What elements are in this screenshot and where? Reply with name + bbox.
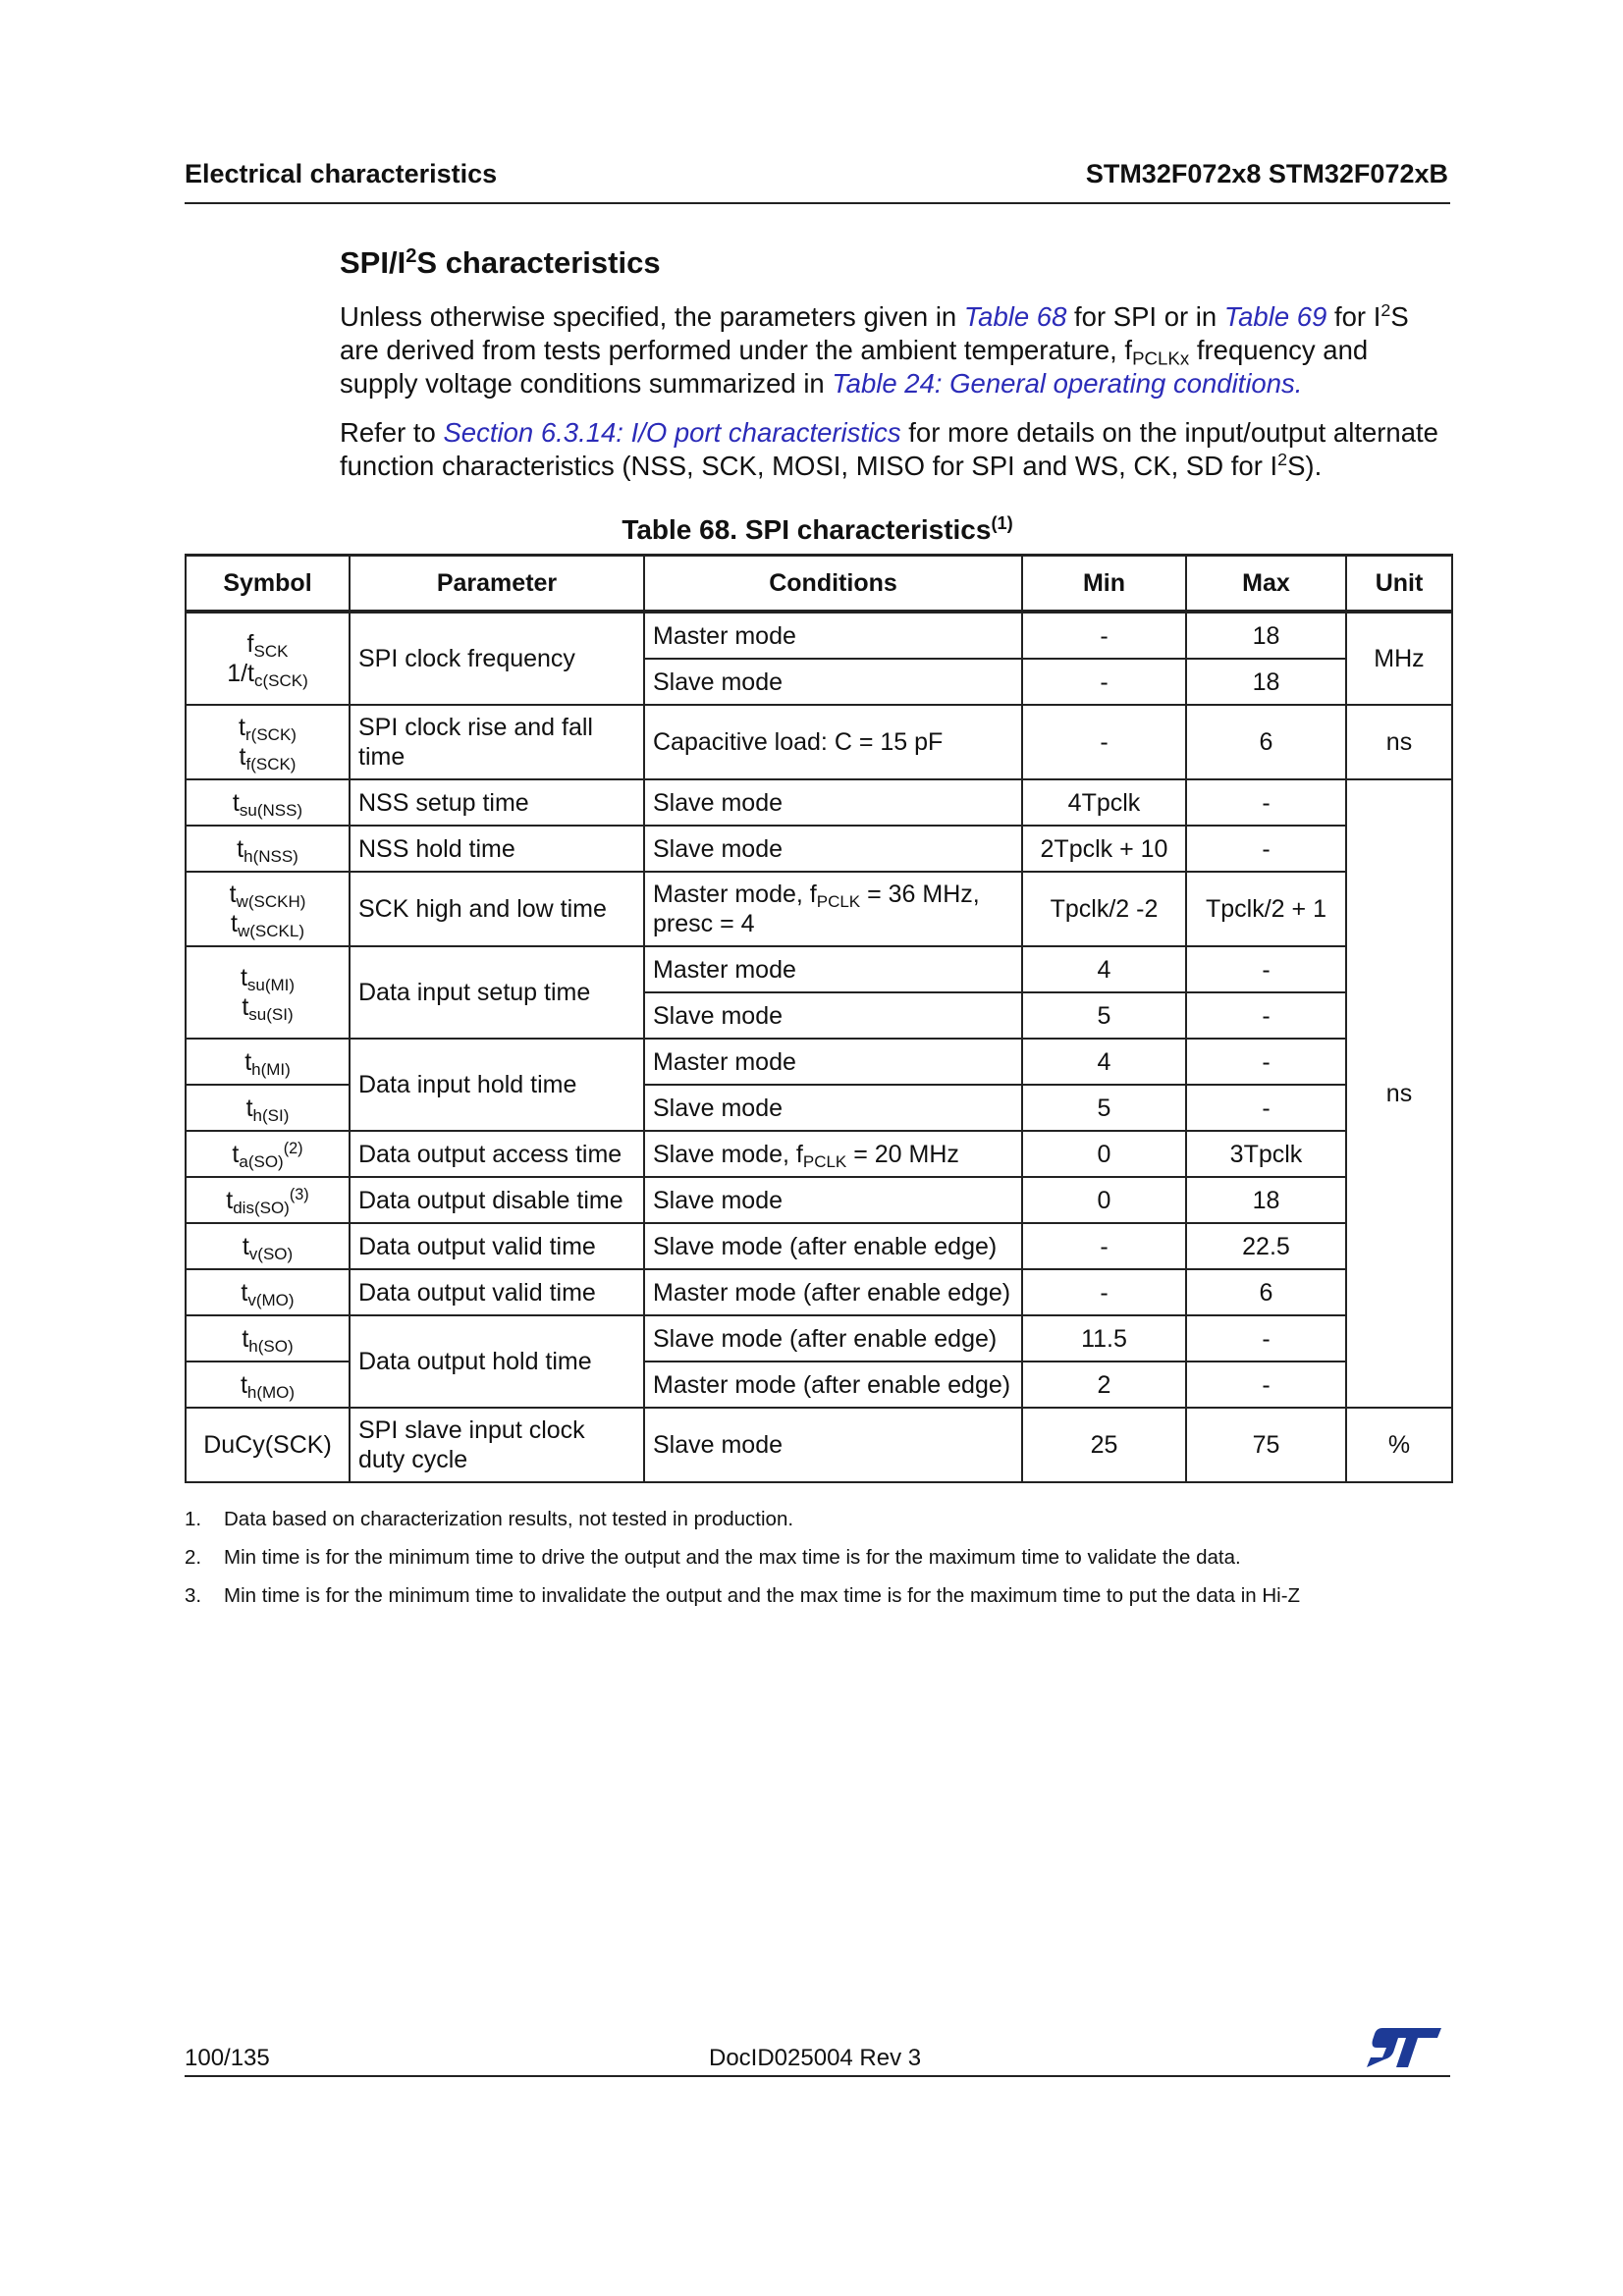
symbol-cell: $t_{su(MI)}$ $t_{su(SI)}$: [186, 946, 350, 1039]
symbol-cell: $t_{h(SI)}$: [186, 1085, 350, 1131]
parameter-cell: Data output access time: [350, 1131, 644, 1177]
min-cell: 11.5: [1022, 1315, 1186, 1362]
parameter-cell: NSS hold time: [350, 826, 644, 872]
table-row: [186, 1177, 1452, 1223]
header-symbol: Symbol: [186, 556, 350, 613]
condition-cell: Capacitive load: C = 15 pF: [644, 705, 1022, 779]
unit-cell: MHz: [1346, 612, 1452, 705]
table-row: [186, 826, 1452, 872]
min-cell: 2: [1022, 1362, 1186, 1408]
condition-cell: Slave mode: [644, 1085, 1022, 1131]
condition-cell: Slave mode: [644, 659, 1022, 705]
max-cell: 18: [1186, 659, 1346, 705]
min-cell: 5: [1022, 992, 1186, 1039]
footnote-1: 1. Data based on characterization results, not tested in production.: [185, 1508, 794, 1530]
max-cell: 22.5: [1186, 1223, 1346, 1269]
max-cell: -: [1186, 826, 1346, 872]
min-cell: 4Tpclk: [1022, 779, 1186, 826]
max-cell: -: [1186, 1085, 1346, 1131]
max-cell: -: [1186, 992, 1346, 1039]
unit-cell: %: [1346, 1408, 1452, 1482]
parameter-cell: Data input setup time: [350, 946, 644, 1039]
table-row: [186, 872, 1452, 946]
min-cell: 0: [1022, 1177, 1186, 1223]
symbol-cell: $t_{w(SCKH)}$ $t_{w(SCKL)}$: [186, 872, 350, 946]
condition-cell: Slave mode: [644, 992, 1022, 1039]
header-section-title: Electrical characteristics: [185, 159, 498, 188]
symbol-cell: $t_{su(NSS)}$: [186, 779, 350, 826]
condition-cell: Master mode: [644, 946, 1022, 992]
symbol-cell: $t_{v(SO)}$: [186, 1223, 350, 1269]
table-row: [186, 1131, 1452, 1177]
refer-paragraph: Refer to Section 6.3.14: I/O port characteristics for more details on the input/output alternate function characteristics (NSS, SCK, MOSI, MISO for SPI and WS, CK, SD for $I^2S$).: [340, 417, 1438, 481]
parameter-cell: Data output hold time: [350, 1315, 644, 1408]
section-title: SPI/$I^2S$ characteristics: [340, 244, 661, 280]
condition-cell: Slave mode, $f_{PCLK} = 20$ MHz: [644, 1131, 1022, 1177]
min-cell: 4: [1022, 1039, 1186, 1085]
unit-cell: ns: [1346, 705, 1452, 779]
st-logo-svg: [1365, 2026, 1443, 2069]
table-row: [186, 1269, 1452, 1315]
unit-cell: ns: [1346, 779, 1452, 1408]
symbol-cell: $t_{a(SO)}^{(2)}$: [186, 1131, 350, 1177]
table-row: [186, 612, 1452, 659]
min-cell: Tpclk/2 -2: [1022, 872, 1186, 946]
condition-cell: Slave mode (after enable edge): [644, 1223, 1022, 1269]
header-conditions: Conditions: [644, 556, 1022, 613]
parameter-cell: Data output valid time: [350, 1223, 644, 1269]
parameter-cell: Data input hold time: [350, 1039, 644, 1131]
max-cell: 3Tpclk: [1186, 1131, 1346, 1177]
link-section-6-3-14[interactable]: Section 6.3.14: I/O port characteristics: [443, 417, 901, 448]
table-row: [186, 779, 1452, 826]
symbol-cell: $f_{SCK}$ $1/t_{c(SCK)}$: [186, 612, 350, 705]
max-cell: -: [1186, 946, 1346, 992]
min-cell: -: [1022, 1269, 1186, 1315]
condition-cell: Master mode: [644, 612, 1022, 659]
footnote-3: 3. Min time is for the minimum time to invalidate the output and the max time is for the maximum time to put the data in Hi-Z: [185, 1584, 1301, 1607]
min-cell: 2Tpclk + 10: [1022, 826, 1186, 872]
footnote-2: 2. Min time is for the minimum time to drive the output and the max time is for the maximum time to validate the data.: [185, 1546, 1241, 1569]
min-cell: -: [1022, 1223, 1186, 1269]
min-cell: -: [1022, 612, 1186, 659]
condition-cell: Master mode (after enable edge): [644, 1269, 1022, 1315]
link-table-24[interactable]: Table 24: General operating conditions: [832, 368, 1295, 399]
min-cell: -: [1022, 659, 1186, 705]
link-table-69[interactable]: Table 69: [1223, 301, 1327, 332]
condition-cell: Slave mode: [644, 779, 1022, 826]
symbol-cell: $t_{h(SO)}$: [186, 1315, 350, 1362]
symbol-cell: $t_{h(MI)}$: [186, 1039, 350, 1085]
max-cell: 6: [1186, 1269, 1346, 1315]
table-row: [186, 705, 1452, 779]
max-cell: -: [1186, 1362, 1346, 1408]
symbol-cell: $t_{v(MO)}$: [186, 1269, 350, 1315]
parameter-cell: NSS setup time: [350, 779, 644, 826]
condition-cell: Master mode: [644, 1039, 1022, 1085]
table-row: [186, 1408, 1452, 1482]
condition-cell: Slave mode (after enable edge): [644, 1315, 1022, 1362]
header-max: Max: [1186, 556, 1346, 613]
table-row: [186, 946, 1452, 992]
min-cell: 4: [1022, 946, 1186, 992]
symbol-cell: $t_{r(SCK)}$ $t_{f(SCK)}$: [186, 705, 350, 779]
link-table-68[interactable]: Table 68: [963, 301, 1067, 332]
condition-cell: Master mode (after enable edge): [644, 1362, 1022, 1408]
max-cell: 75: [1186, 1408, 1346, 1482]
table-caption: Table 68. SPI characteristics$^{(1)}$: [622, 513, 1013, 545]
st-logo-icon: [1365, 2026, 1443, 2069]
max-cell: -: [1186, 1315, 1346, 1362]
condition-cell: Master mode, $f_{PCLK} = 36$ MHz, presc = 4: [644, 872, 1022, 946]
symbol-cell: $t_{h(MO)}$: [186, 1362, 350, 1408]
symbol-cell: DuCy(SCK): [186, 1408, 350, 1482]
table-row: [186, 1223, 1452, 1269]
spi-characteristics-table: [185, 554, 1453, 1483]
min-cell: 5: [1022, 1085, 1186, 1131]
parameter-cell: SCK high and low time: [350, 872, 644, 946]
max-cell: -: [1186, 1039, 1346, 1085]
intro-paragraph: Unless otherwise specified, the parameters given in Table 68 for SPI or in Table 69 for $I^2S$ are derived from tests performed under the ambient temperature, $f_{PCLKx}$ frequency and supply voltage conditions summarized in Table 24: General operating conditions.: [340, 300, 1409, 399]
max-cell: 6: [1186, 705, 1346, 779]
header-rule: [185, 202, 1450, 204]
document-id: DocID025004 Rev 3: [709, 2045, 922, 2071]
min-cell: 0: [1022, 1131, 1186, 1177]
table-header-row: [186, 556, 1452, 613]
condition-cell: Slave mode: [644, 1408, 1022, 1482]
max-cell: 18: [1186, 1177, 1346, 1223]
condition-cell: Slave mode: [644, 826, 1022, 872]
max-cell: Tpclk/2 + 1: [1186, 872, 1346, 946]
header-unit: Unit: [1346, 556, 1452, 613]
page-number: 100/135: [185, 2045, 270, 2071]
min-cell: -: [1022, 705, 1186, 779]
table-row: [186, 1315, 1452, 1362]
parameter-cell: Data output disable time: [350, 1177, 644, 1223]
symbol-cell: $t_{dis(SO)}^{(3)}$: [186, 1177, 350, 1223]
header-parameter: Parameter: [350, 556, 644, 613]
table-row: [186, 1039, 1452, 1085]
condition-cell: Slave mode: [644, 1177, 1022, 1223]
max-cell: 18: [1186, 612, 1346, 659]
header-min: Min: [1022, 556, 1186, 613]
parameter-cell: SPI clock frequency: [350, 612, 644, 705]
symbol-cell: $t_{h(NSS)}$: [186, 826, 350, 872]
parameter-cell: Data output valid time: [350, 1269, 644, 1315]
parameter-cell: SPI slave input clock duty cycle: [350, 1408, 644, 1482]
parameter-cell: SPI clock rise and fall time: [350, 705, 644, 779]
footer-rule: [185, 2075, 1450, 2077]
min-cell: 25: [1022, 1408, 1186, 1482]
max-cell: -: [1186, 779, 1346, 826]
header-part-numbers: STM32F072x8 STM32F072xB: [1085, 159, 1448, 188]
